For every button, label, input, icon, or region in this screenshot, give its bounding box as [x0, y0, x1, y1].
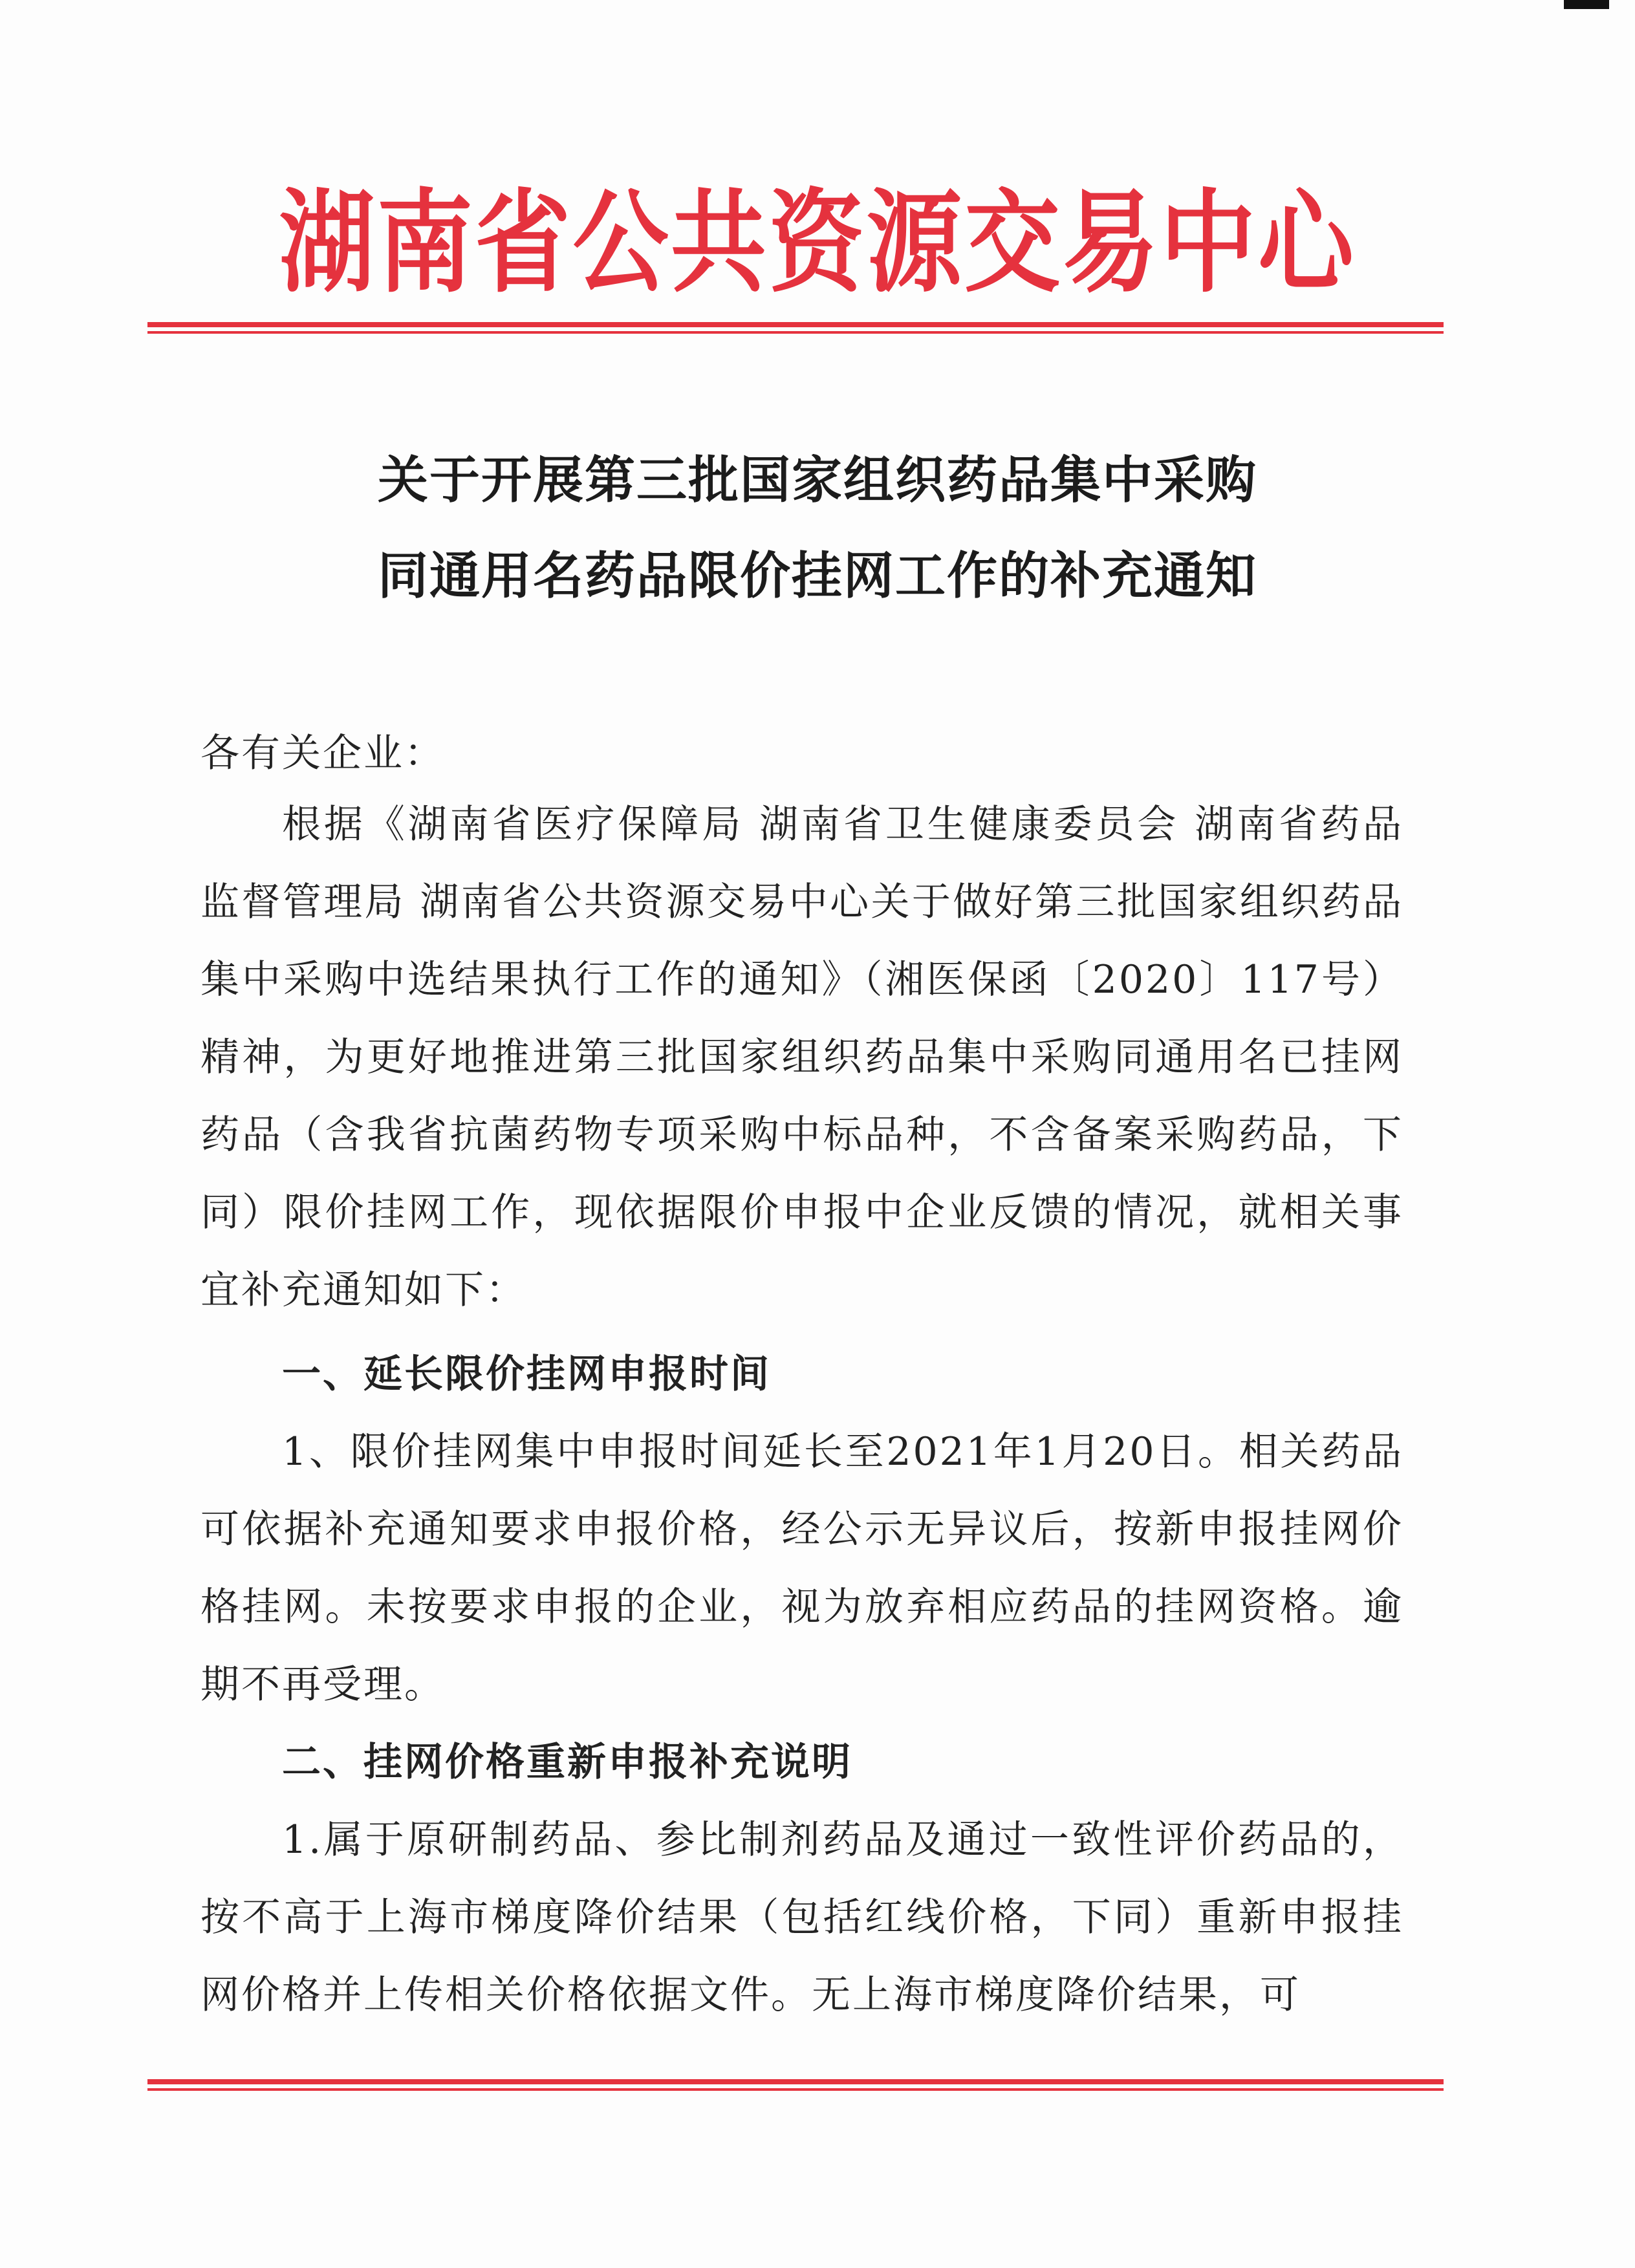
section-heading-2: 二、挂网价格重新申报补充说明 [282, 1740, 852, 1785]
salutation: 各有关企业： [200, 731, 445, 776]
header-org-name: 湖南省公共资源交易中心 [279, 178, 1356, 308]
section-1-paragraph: 1、限价挂网集中申报时间延长至2021年1月20日。相关药品可依据补充通知要求申报价格，经公示无异议后，按新申报挂网价格挂网。未按要求申报的企业，视为放弃相应药品的挂网资格。逾期不再受理。 [200, 1429, 1403, 1707]
scan-corner-mark [1564, 0, 1609, 9]
header-rule-thin [147, 331, 1444, 334]
paragraph-intro: 根据《湖南省医疗保障局 湖南省卫生健康委员会 湖南省药品监督管理局 湖南省公共资源交易中心关于做好第三批国家组织药品集中采购中选结果执行工作的通知》（湘医保函〔2020〕117号）精神，为更好地推进第三批国家组织药品集中采购同通用名已挂网药品（含我省抗菌药物专项采购中标品种，不含备案采购药品，下同）限价挂网工作，现依据限价申报中企业反馈的情况，就相关事宜补充通知如下： [200, 802, 1403, 1313]
document-title-line-1: 关于开展第三批国家组织药品集中采购 [377, 451, 1257, 510]
section-heading-1: 一、延长限价挂网申报时间 [282, 1352, 771, 1397]
section-2-paragraph: 1.属于原研制药品、参比制剂药品及通过一致性评价药品的，按不高于上海市梯度降价结果（包括红线价格，下同）重新申报挂网价格并上传相关价格依据文件。无上海市梯度降价结果，可 [200, 1817, 1403, 2018]
header-rule-thick [147, 322, 1444, 327]
footer-rule-thin [147, 2088, 1444, 2091]
document-title-line-2: 同通用名药品限价挂网工作的补充通知 [377, 546, 1257, 605]
footer-rule-thick [147, 2079, 1444, 2084]
